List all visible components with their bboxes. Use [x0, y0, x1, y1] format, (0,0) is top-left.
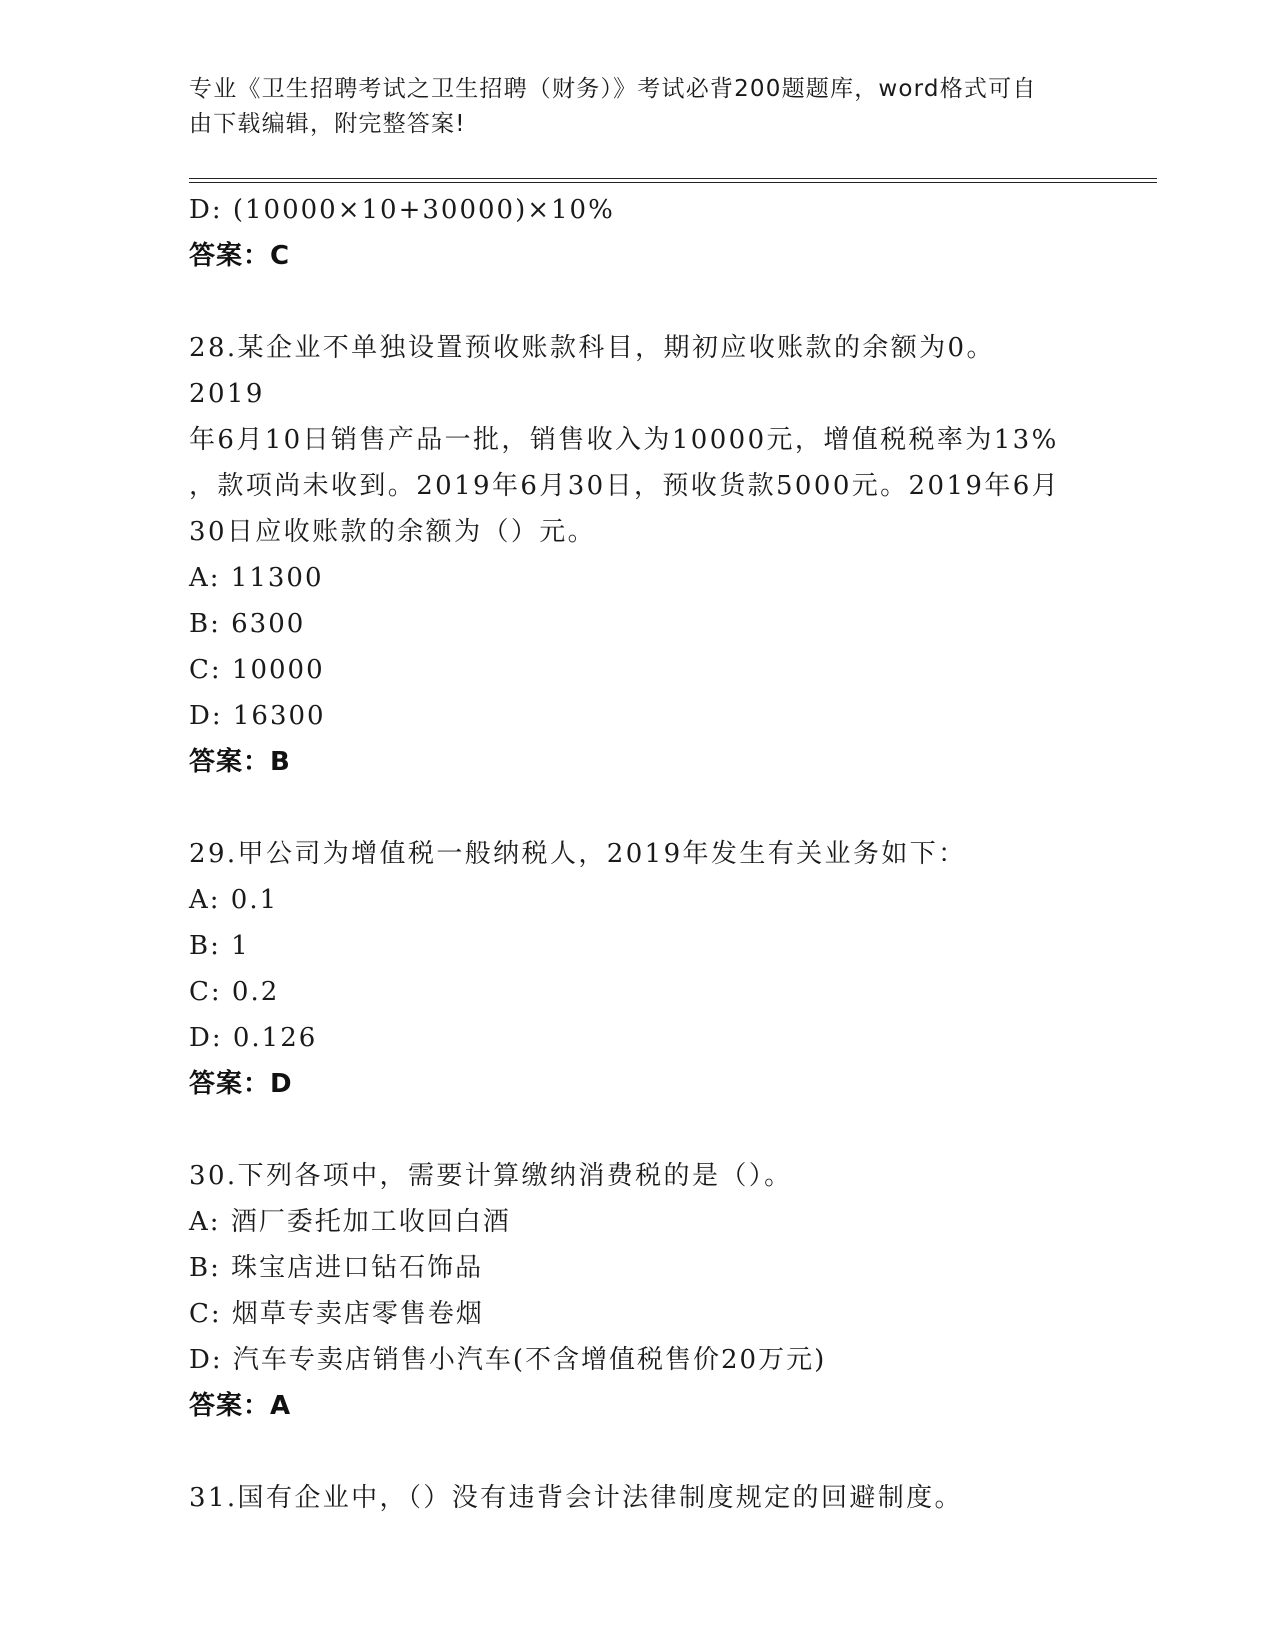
- spacer: [189, 785, 1089, 831]
- spacer: [189, 1429, 1089, 1475]
- question-text: 28.某企业不单独设置预收账款科目，期初应收账款的余额为0。2019 年6月10日销售产品一批，销售收入为10000元，增值税税率为13% ，款项尚未收到。2019年6月30日，预收货款5000元。2019年6月 30日应收账款的余额为（）元。: [189, 333, 1061, 547]
- page-header: [189, 72, 1069, 142]
- header-line-2: 由下载编辑，附完整答案!: [189, 111, 466, 137]
- question-block-30: [189, 1153, 1089, 1429]
- option-b: B: 1: [189, 931, 250, 961]
- answer-line: 答案：C: [189, 241, 291, 271]
- question-text: 31.国有企业中，（）没有违背会计法律制度规定的回避制度。: [189, 1483, 963, 1513]
- option-c: C: 烟草专卖店零售卷烟: [189, 1299, 484, 1329]
- question-block-31: [189, 1475, 1089, 1521]
- spacer: [189, 279, 1089, 325]
- question-block-28: [189, 325, 1089, 785]
- question-text: 29.甲公司为增值税一般纳税人，2019年发生有关业务如下：: [189, 839, 967, 869]
- question-text: 30.下列各项中，需要计算缴纳消费税的是（）。: [189, 1161, 793, 1191]
- document-body: [189, 187, 1089, 1521]
- spacer: [189, 1107, 1089, 1153]
- question-block-29: [189, 831, 1089, 1107]
- option-d: D: 汽车专卖店销售小汽车(不含增值税售价20万元): [189, 1345, 827, 1375]
- option-a: A: 酒厂委托加工收回白酒: [189, 1207, 511, 1237]
- option-d: D: 0.126: [189, 1023, 318, 1053]
- option-b: B: 6300: [189, 609, 306, 639]
- answer-line: 答案：B: [189, 747, 291, 777]
- option-a: A: 0.1: [189, 885, 279, 915]
- option-d: D: 16300: [189, 701, 326, 731]
- header-line-1: 专业《卫生招聘考试之卫生招聘（财务）》考试必背200题题库，word格式可自: [189, 76, 1037, 102]
- answer-line: 答案：D: [189, 1069, 293, 1099]
- option-b: B: 珠宝店进口钻石饰品: [189, 1253, 484, 1283]
- option-d: D: (10000×10+30000)×10%: [189, 195, 615, 225]
- option-c: C: 10000: [189, 655, 325, 685]
- option-a: A: 11300: [189, 563, 324, 593]
- answer-line: 答案：A: [189, 1391, 292, 1421]
- option-c: C: 0.2: [189, 977, 280, 1007]
- header-divider: [189, 178, 1157, 183]
